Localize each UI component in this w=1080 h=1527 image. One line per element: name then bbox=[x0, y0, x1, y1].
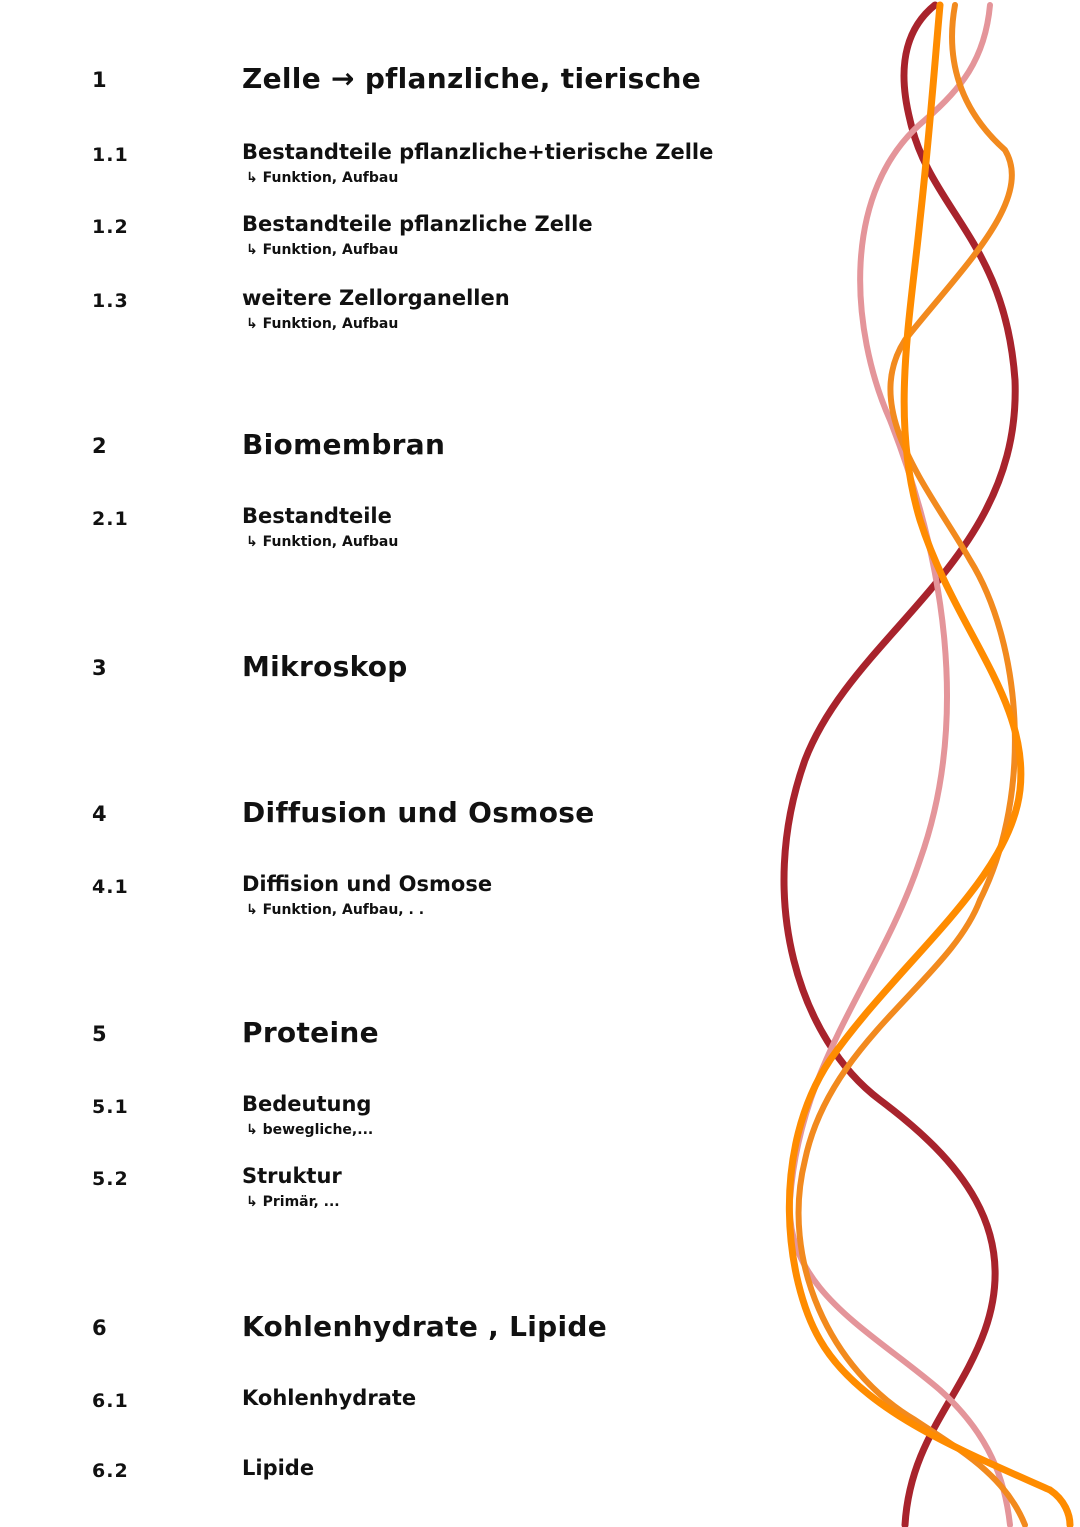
ribbon-pink bbox=[790, 5, 1010, 1525]
toc-note: ↳ Funktion, Aufbau bbox=[246, 242, 399, 258]
toc-number: 6.1 bbox=[92, 1390, 129, 1412]
toc-number: 2.1 bbox=[92, 508, 129, 530]
toc-title: Kohlenhydrate , Lipide bbox=[242, 1310, 608, 1343]
toc-number: 4.1 bbox=[92, 876, 129, 898]
toc-number: 1.1 bbox=[92, 144, 129, 166]
toc-number: 6 bbox=[92, 1316, 108, 1340]
toc-note: ↳ Funktion, Aufbau, . . bbox=[246, 902, 425, 918]
toc-title: weitere Zellorganellen bbox=[242, 286, 510, 310]
toc-note: ↳ Funktion, Aufbau bbox=[246, 316, 399, 332]
toc-title: Diffusion und Osmose bbox=[242, 796, 595, 829]
toc-title: Struktur bbox=[242, 1164, 342, 1188]
toc-number: 1.3 bbox=[92, 290, 129, 312]
toc-number: 5.1 bbox=[92, 1096, 129, 1118]
toc-number: 4 bbox=[92, 802, 108, 826]
toc-title: Bestandteile pflanzliche+tierische Zelle bbox=[242, 140, 714, 164]
toc-note: ↳ bewegliche,... bbox=[246, 1122, 374, 1138]
toc-number: 3 bbox=[92, 656, 108, 680]
toc-note: ↳ Funktion, Aufbau bbox=[246, 170, 399, 186]
toc-title: Mikroskop bbox=[242, 650, 408, 683]
toc-number: 2 bbox=[92, 434, 108, 458]
toc-title: Bestandteile pflanzliche Zelle bbox=[242, 212, 593, 236]
ribbon-dark-red bbox=[784, 5, 1015, 1525]
toc-number: 5 bbox=[92, 1022, 108, 1046]
toc-title: Proteine bbox=[242, 1016, 379, 1049]
toc-number: 1 bbox=[92, 68, 108, 92]
toc-note: ↳ Funktion, Aufbau bbox=[246, 534, 399, 550]
toc-title: Diffision und Osmose bbox=[242, 872, 493, 896]
toc-number: 5.2 bbox=[92, 1168, 129, 1190]
toc-number: 6.2 bbox=[92, 1460, 129, 1482]
toc-title: Zelle → pflanzliche, tierische bbox=[242, 62, 702, 95]
toc-title: Kohlenhydrate bbox=[242, 1386, 417, 1410]
toc-number: 1.2 bbox=[92, 216, 129, 238]
toc-note: ↳ Primär, ... bbox=[246, 1194, 340, 1210]
toc-title: Lipide bbox=[242, 1456, 315, 1480]
toc-title: Biomembran bbox=[242, 428, 446, 461]
toc-title: Bestandteile bbox=[242, 504, 392, 528]
toc-title: Bedeutung bbox=[242, 1092, 372, 1116]
decorative-ribbons bbox=[760, 0, 1080, 1527]
